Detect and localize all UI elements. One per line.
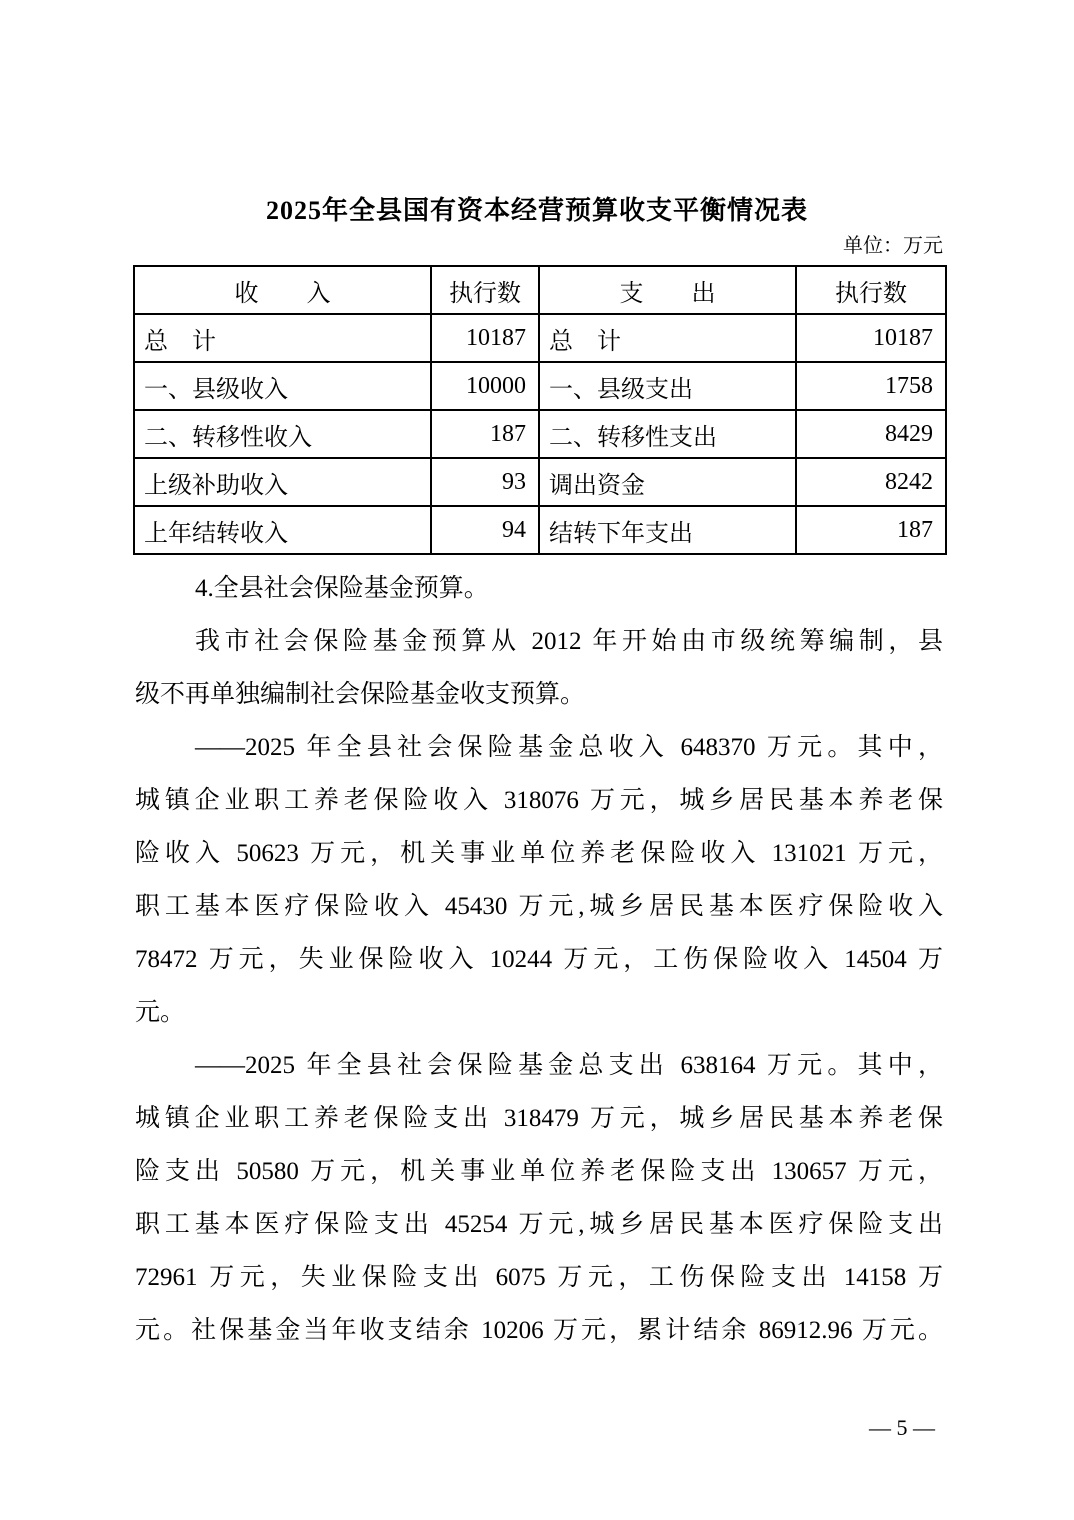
income-value: 10000: [431, 362, 539, 410]
table-row-county-level: [134, 362, 946, 410]
income-label: 一、县级收入: [134, 362, 431, 410]
table-row-total: [134, 314, 946, 362]
table-row-carryover: [134, 506, 946, 554]
paragraph-line: 元。: [135, 999, 186, 1026]
income-label: 总 计: [134, 314, 431, 362]
income-value: 187: [431, 410, 539, 458]
paragraph-line: 险收入 50623 万元，机关事业单位养老保险收入 131021 万元，: [135, 840, 943, 867]
paragraph-line: ——2025 年全县社会保险基金总收入 648370 万元。其中，: [195, 734, 943, 761]
income-value: 10187: [431, 314, 539, 362]
unit-label: 单位：万元: [843, 235, 943, 257]
income-value: 94: [431, 506, 539, 554]
paragraph-line: 78472 万元，失业保险收入 10244 万元，工伤保险收入 14504 万: [135, 946, 943, 973]
expense-value: 187: [796, 506, 946, 554]
expense-label: 一、县级支出: [539, 362, 796, 410]
paragraph-line: 级不再单独编制社会保险基金收支预算。: [135, 681, 586, 708]
income-label: 上年结转收入: [134, 506, 431, 554]
paragraph-line: 城镇企业职工养老保险支出 318479 万元，城乡居民基本养老保: [135, 1105, 943, 1132]
paragraph-line: 72961 万元，失业保险支出 6075 万元，工伤保险支出 14158 万: [135, 1264, 943, 1291]
expense-value: 1758: [796, 362, 946, 410]
expense-value: 8242: [796, 458, 946, 506]
income-label: 上级补助收入: [134, 458, 431, 506]
table-row-subsidy: [134, 458, 946, 506]
col-header-expense-execution: 执行数: [796, 266, 946, 314]
col-header-income: 收 入: [134, 266, 431, 314]
expense-label: 总 计: [539, 314, 796, 362]
paragraph-line: 元。社保基金当年收支结余 10206 万元，累计结余 86912.96 万元。: [135, 1317, 943, 1344]
budget-table: [133, 265, 947, 555]
table-row-transfer: [134, 410, 946, 458]
page-number: — 5 —: [869, 1415, 935, 1440]
paragraph-line: 城镇企业职工养老保险收入 318076 万元，城乡居民基本养老保: [135, 787, 943, 814]
page-title: 2025年全县国有资本经营预算收支平衡情况表: [265, 196, 808, 225]
expense-label: 调出资金: [539, 458, 796, 506]
expense-value: 8429: [796, 410, 946, 458]
paragraph-line: ——2025 年全县社会保险基金总支出 638164 万元。其中，: [195, 1052, 943, 1079]
expense-label: 结转下年支出: [539, 506, 796, 554]
body-text: [135, 562, 943, 1357]
paragraph-line: 职工基本医疗保险支出 45254 万元,城乡居民基本医疗保险支出: [135, 1211, 943, 1238]
col-header-income-execution: 执行数: [431, 266, 539, 314]
paragraph-line: 险支出 50580 万元，机关事业单位养老保险支出 130657 万元，: [135, 1158, 943, 1185]
expense-label: 二、转移性支出: [539, 410, 796, 458]
income-value: 93: [431, 458, 539, 506]
income-label: 二、转移性收入: [134, 410, 431, 458]
table-header-row: [134, 266, 946, 314]
expense-value: 10187: [796, 314, 946, 362]
paragraph-line: 职工基本医疗保险收入 45430 万元,城乡居民基本医疗保险收入: [135, 893, 943, 920]
paragraph-line: 我市社会保险基金预算从 2012 年开始由市级统筹编制，县: [195, 628, 943, 655]
paragraph-line: 4.全县社会保险基金预算。: [195, 575, 489, 602]
col-header-expense: 支 出: [539, 266, 796, 314]
